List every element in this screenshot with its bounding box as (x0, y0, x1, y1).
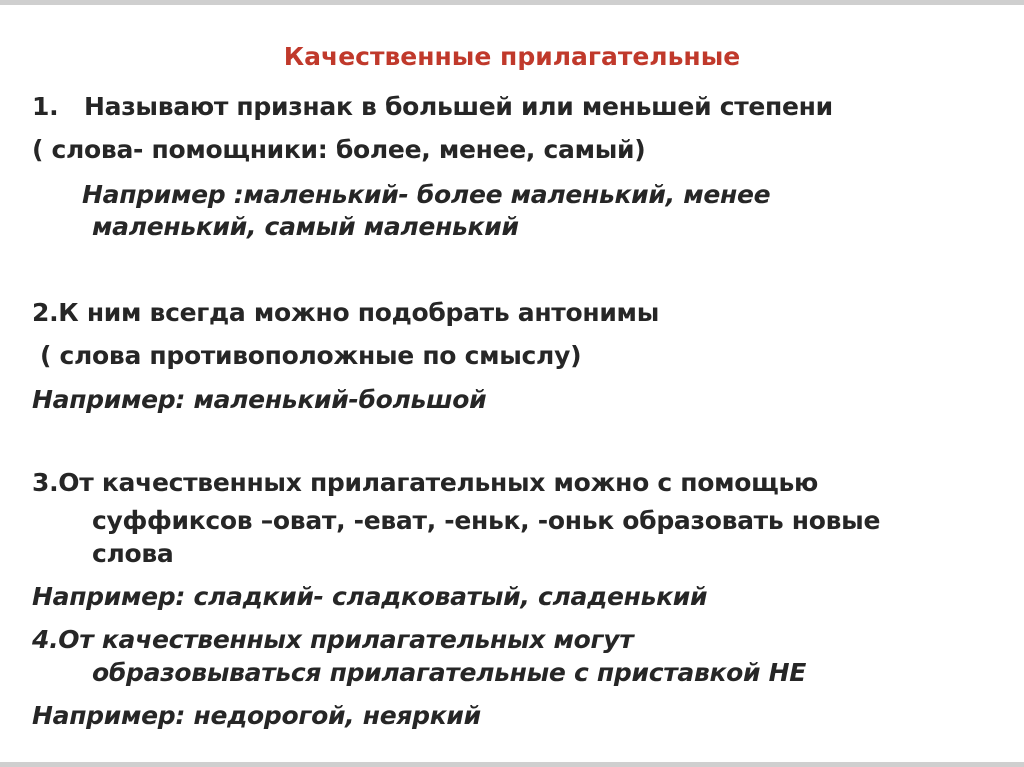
slide-title: Качественные прилагательные (283, 42, 741, 71)
point-4-example: Например: недорогой, неяркий (32, 701, 481, 730)
point-3-line-2: суффиксов –оват, -еват, -еньк, -оньк образовать новые (92, 506, 881, 535)
point-4-line-1: 4.От качественных прилагательных могут (32, 625, 634, 654)
point-1-line (32, 90, 833, 124)
point-1-example-line-2: маленький, самый маленький (92, 212, 519, 241)
point-1-example-line-1: Например :маленький- более маленький, менее (82, 180, 771, 209)
point-3-line-1: 3.От качественных прилагательных можно с помощью (32, 468, 819, 497)
point-4-line-2: образовываться прилагательные с приставкой НЕ (92, 658, 807, 687)
point-1-text: Называют признак в большей или меньшей степени (84, 92, 833, 121)
point-1-number: 1. (32, 92, 59, 121)
point-2-example: Например: маленький-большой (32, 385, 487, 414)
point-2-line-2: ( слова противоположные по смыслу) (40, 341, 582, 370)
point-2-line-1: 2.К ним всегда можно подобрать антонимы (32, 298, 659, 327)
bottom-border (0, 762, 1024, 767)
point-1-helpers: ( слова- помощники: более, менее, самый) (32, 135, 646, 164)
point-3-example: Например: сладкий- сладковатый, сладенький (32, 582, 708, 611)
point-3-line-3: слова (92, 539, 174, 568)
